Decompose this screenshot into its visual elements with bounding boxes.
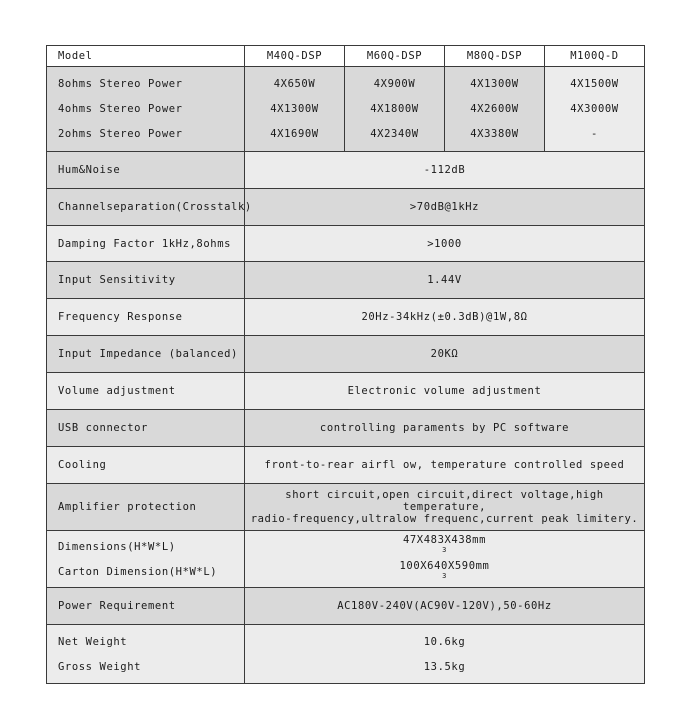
protection-line: radio-frequency,ultralow frequenc,current peak limitery. (250, 513, 639, 525)
power-value: - (591, 128, 598, 141)
power-m40q-dsp (245, 67, 345, 152)
weight-labels (47, 625, 245, 684)
spec-row-protection (47, 484, 645, 531)
dimension-value (245, 534, 644, 560)
spec-value: controlling paraments by PC software (245, 410, 645, 447)
spec-value: 13.5kg (423, 660, 466, 673)
spec-label: Frequency Response (47, 299, 245, 336)
spec-label: Input Sensitivity (47, 262, 245, 299)
power-value: 4X2340W (370, 128, 419, 141)
dimension-values (245, 531, 645, 588)
model-m80q-dsp: M80Q-DSP (445, 46, 545, 67)
dimension-value (245, 560, 644, 586)
stereo-power-labels (47, 67, 245, 152)
spec-row-weight (47, 625, 645, 684)
power-value: 4X650W (273, 77, 316, 90)
spec-value: -112dB (245, 152, 645, 189)
spec-value: AC180V-240V(AC90V-120V),50-60Hz (245, 588, 645, 625)
power-value: 4X1300W (270, 102, 319, 115)
power-value: 4X1300W (470, 77, 519, 90)
spec-row-damping (47, 226, 645, 262)
spec-value: 20Hz-34kHz(±0.3dB)@1W,8Ω (245, 299, 645, 336)
weight-values (245, 625, 645, 684)
spec-label: Amplifier protection (47, 484, 245, 531)
spec-label: Damping Factor 1kHz,8ohms (47, 226, 245, 262)
power-m80q-dsp (445, 67, 545, 152)
stereo-power-row (47, 67, 645, 152)
spec-label: Net Weight (58, 635, 128, 648)
spec-label: Input Impedance (balanced) (47, 336, 245, 373)
spec-value: front-to-rear airfl ow, temperature controlled speed (245, 447, 645, 484)
spec-row-sensitivity (47, 262, 645, 299)
power-value: 4X900W (373, 77, 416, 90)
header-row (47, 46, 645, 67)
spec-row-hum-noise (47, 152, 645, 189)
unit-superscript: 3 (442, 571, 447, 580)
power-value: 4X1500W (570, 77, 619, 90)
spec-row-frequency (47, 299, 645, 336)
spec-label: Hum&Noise (47, 152, 245, 189)
spec-row-power-requirement (47, 588, 645, 625)
spec-label: Channelseparation(Crosstalk) (47, 189, 245, 226)
spec-value: Electronic volume adjustment (245, 373, 645, 410)
spec-label: USB connector (47, 410, 245, 447)
protection-line: short circuit,open circuit,direct voltage,high temperature, (285, 489, 604, 513)
power-value: 4X1800W (370, 102, 419, 115)
power-label-2ohm: 2ohms Stereo Power (58, 128, 183, 141)
model-m60q-dsp: M60Q-DSP (345, 46, 445, 67)
model-m100q-d: M100Q-D (545, 46, 645, 67)
spec-row-crosstalk (47, 189, 645, 226)
spec-label: Power Requirement (47, 588, 245, 625)
protection-value (245, 484, 645, 531)
spec-label: Carton Dimension(H*W*L) (58, 565, 218, 578)
power-m60q-dsp (345, 67, 445, 152)
dimension-value-text: 100X640X590mm (399, 559, 490, 572)
spec-row-impedance (47, 336, 645, 373)
spec-value: 20KΩ (245, 336, 645, 373)
power-label-4ohm: 4ohms Stereo Power (58, 102, 183, 115)
spec-row-volume (47, 373, 645, 410)
spec-label: Cooling (47, 447, 245, 484)
model-m40q-dsp: M40Q-DSP (245, 46, 345, 67)
spec-row-dimensions (47, 531, 645, 588)
spec-row-usb (47, 410, 645, 447)
power-value: 4X3380W (470, 128, 519, 141)
spec-label: Dimensions(H*W*L) (58, 540, 176, 553)
power-value: 4X2600W (470, 102, 519, 115)
spec-value: >70dB@1kHz (245, 189, 645, 226)
power-m100q-d (545, 67, 645, 152)
spec-value: 1.44V (245, 262, 645, 299)
power-label-8ohm: 8ohms Stereo Power (58, 77, 183, 90)
power-value: 4X1690W (270, 128, 319, 141)
spec-label: Gross Weight (58, 660, 142, 673)
spec-value: >1000 (245, 226, 645, 262)
model-label: Model (47, 46, 245, 67)
dimension-value-text: 47X483X438mm (402, 534, 487, 546)
spec-value: 10.6kg (423, 635, 466, 648)
spec-row-cooling (47, 447, 645, 484)
spec-label: Volume adjustment (47, 373, 245, 410)
power-value: 4X3000W (570, 102, 619, 115)
unit-superscript: 3 (442, 546, 447, 554)
dimension-labels (47, 531, 245, 588)
spec-table (46, 45, 645, 684)
